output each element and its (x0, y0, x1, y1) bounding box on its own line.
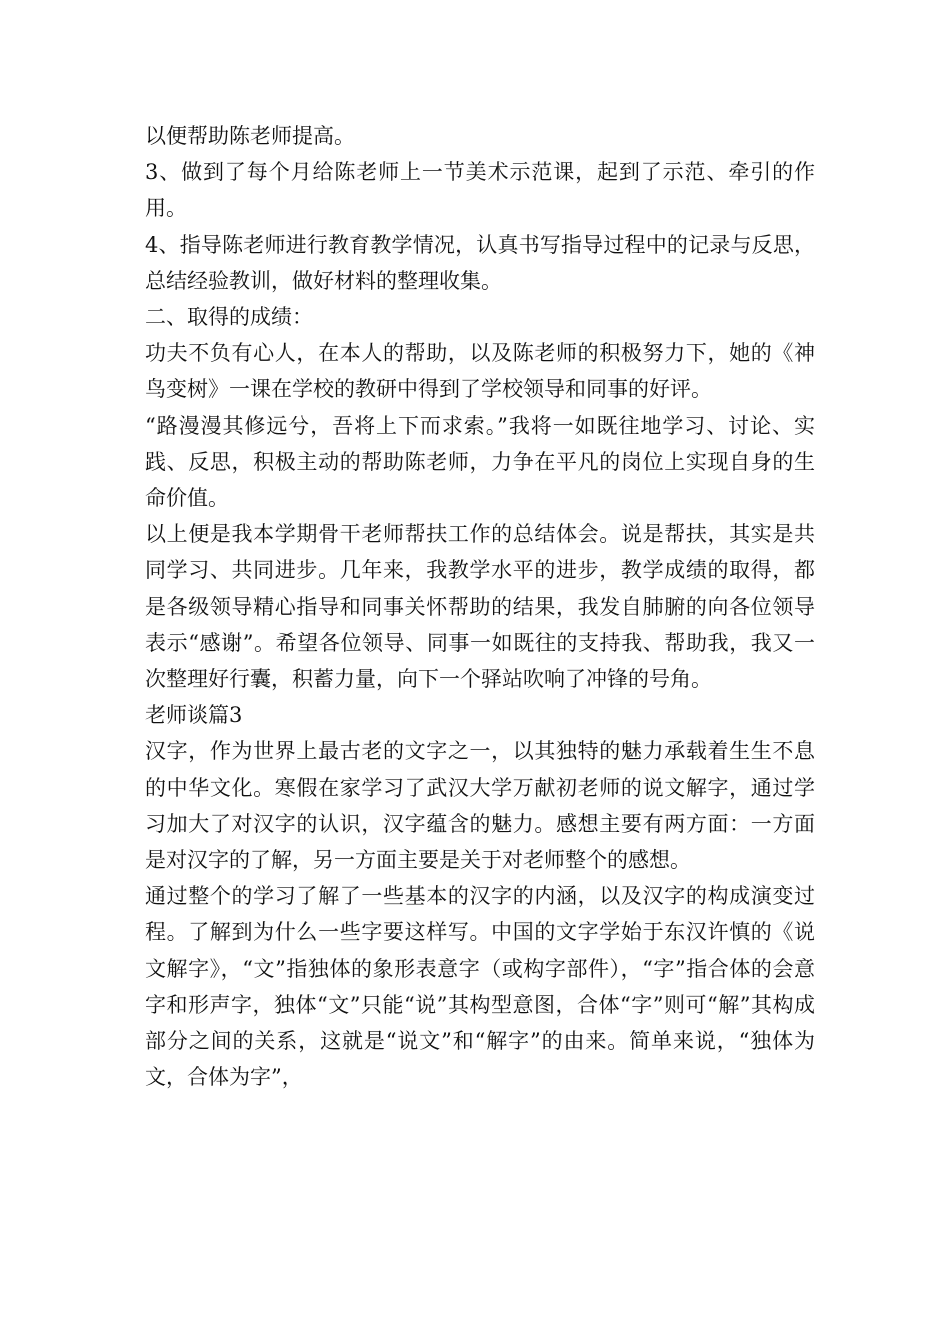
paragraph-item-3: 3、做到了每个月给陈老师上一节美术示范课，起到了示范、牵引的作用。 (145, 160, 815, 221)
paragraph-continuation: 以便帮助陈老师提高。 (145, 124, 355, 148)
paragraph-summary: 以上便是我本学期骨干老师帮扶工作的总结体会。说是帮扶，其实是共同学习、共同进步。几年来，我教学水平的进步，教学成绩的取得，都是各级领导精心指导和同事关怀帮助的结果，我发自肺腑的向各位领导表示“感谢”。希望各位领导、同事一如既往的支持我、帮助我，我又一次整理好行囊，积蓄力量，向下一个驿站吹响了冲锋的号角。 (145, 522, 815, 692)
paragraph-intro: 汉字，作为世界上最古老的文字之一，以其独特的魅力承载着生生不息的中华文化。寒假在家学习了武汉大学万献初老师的说文解字，通过学习加大了对汉字的认识，汉字蕴含的魅力。感想主要有两方面：一方面是对汉字的了解，另一方面主要是关于对老师整个的感想。 (145, 739, 815, 873)
document-body (145, 118, 815, 1095)
paragraph-achievement: 功夫不负有心人，在本人的帮助，以及陈老师的积极努力下，她的《神鸟变树》一课在学校的教研中得到了学校领导和同事的好评。 (145, 341, 815, 402)
paragraph-quote: “路漫漫其修远兮，吾将上下而求索。”我将一如既往地学习、讨论、实践、反思，积极主动的帮助陈老师，力争在平凡的岗位上实现自身的生命价值。 (145, 413, 815, 511)
article-heading: 老师谈篇3 (145, 703, 243, 728)
paragraph-item-4: 4、指导陈老师进行教育教学情况，认真书写指导过程中的记录与反思，总结经验教训，做好材料的整理收集。 (145, 232, 815, 293)
paragraph-study: 通过整个的学习了解了一些基本的汉字的内涵，以及汉字的构成演变过程。了解到为什么一些字要这样写。中国的文字学始于东汉许慎的《说文解字》，“文”指独体的象形表意字（或构字部件），“字”指合体的会意字和形声字，独体“文”只能“说”其构型意图，合体“字”则可“解”其构成部分之间的关系，这就是“说文”和“解字”的由来。简单来说，“独体为文，合体为字”， (145, 884, 815, 1090)
section-heading-achievements: 二、取得的成绩： (145, 305, 313, 330)
